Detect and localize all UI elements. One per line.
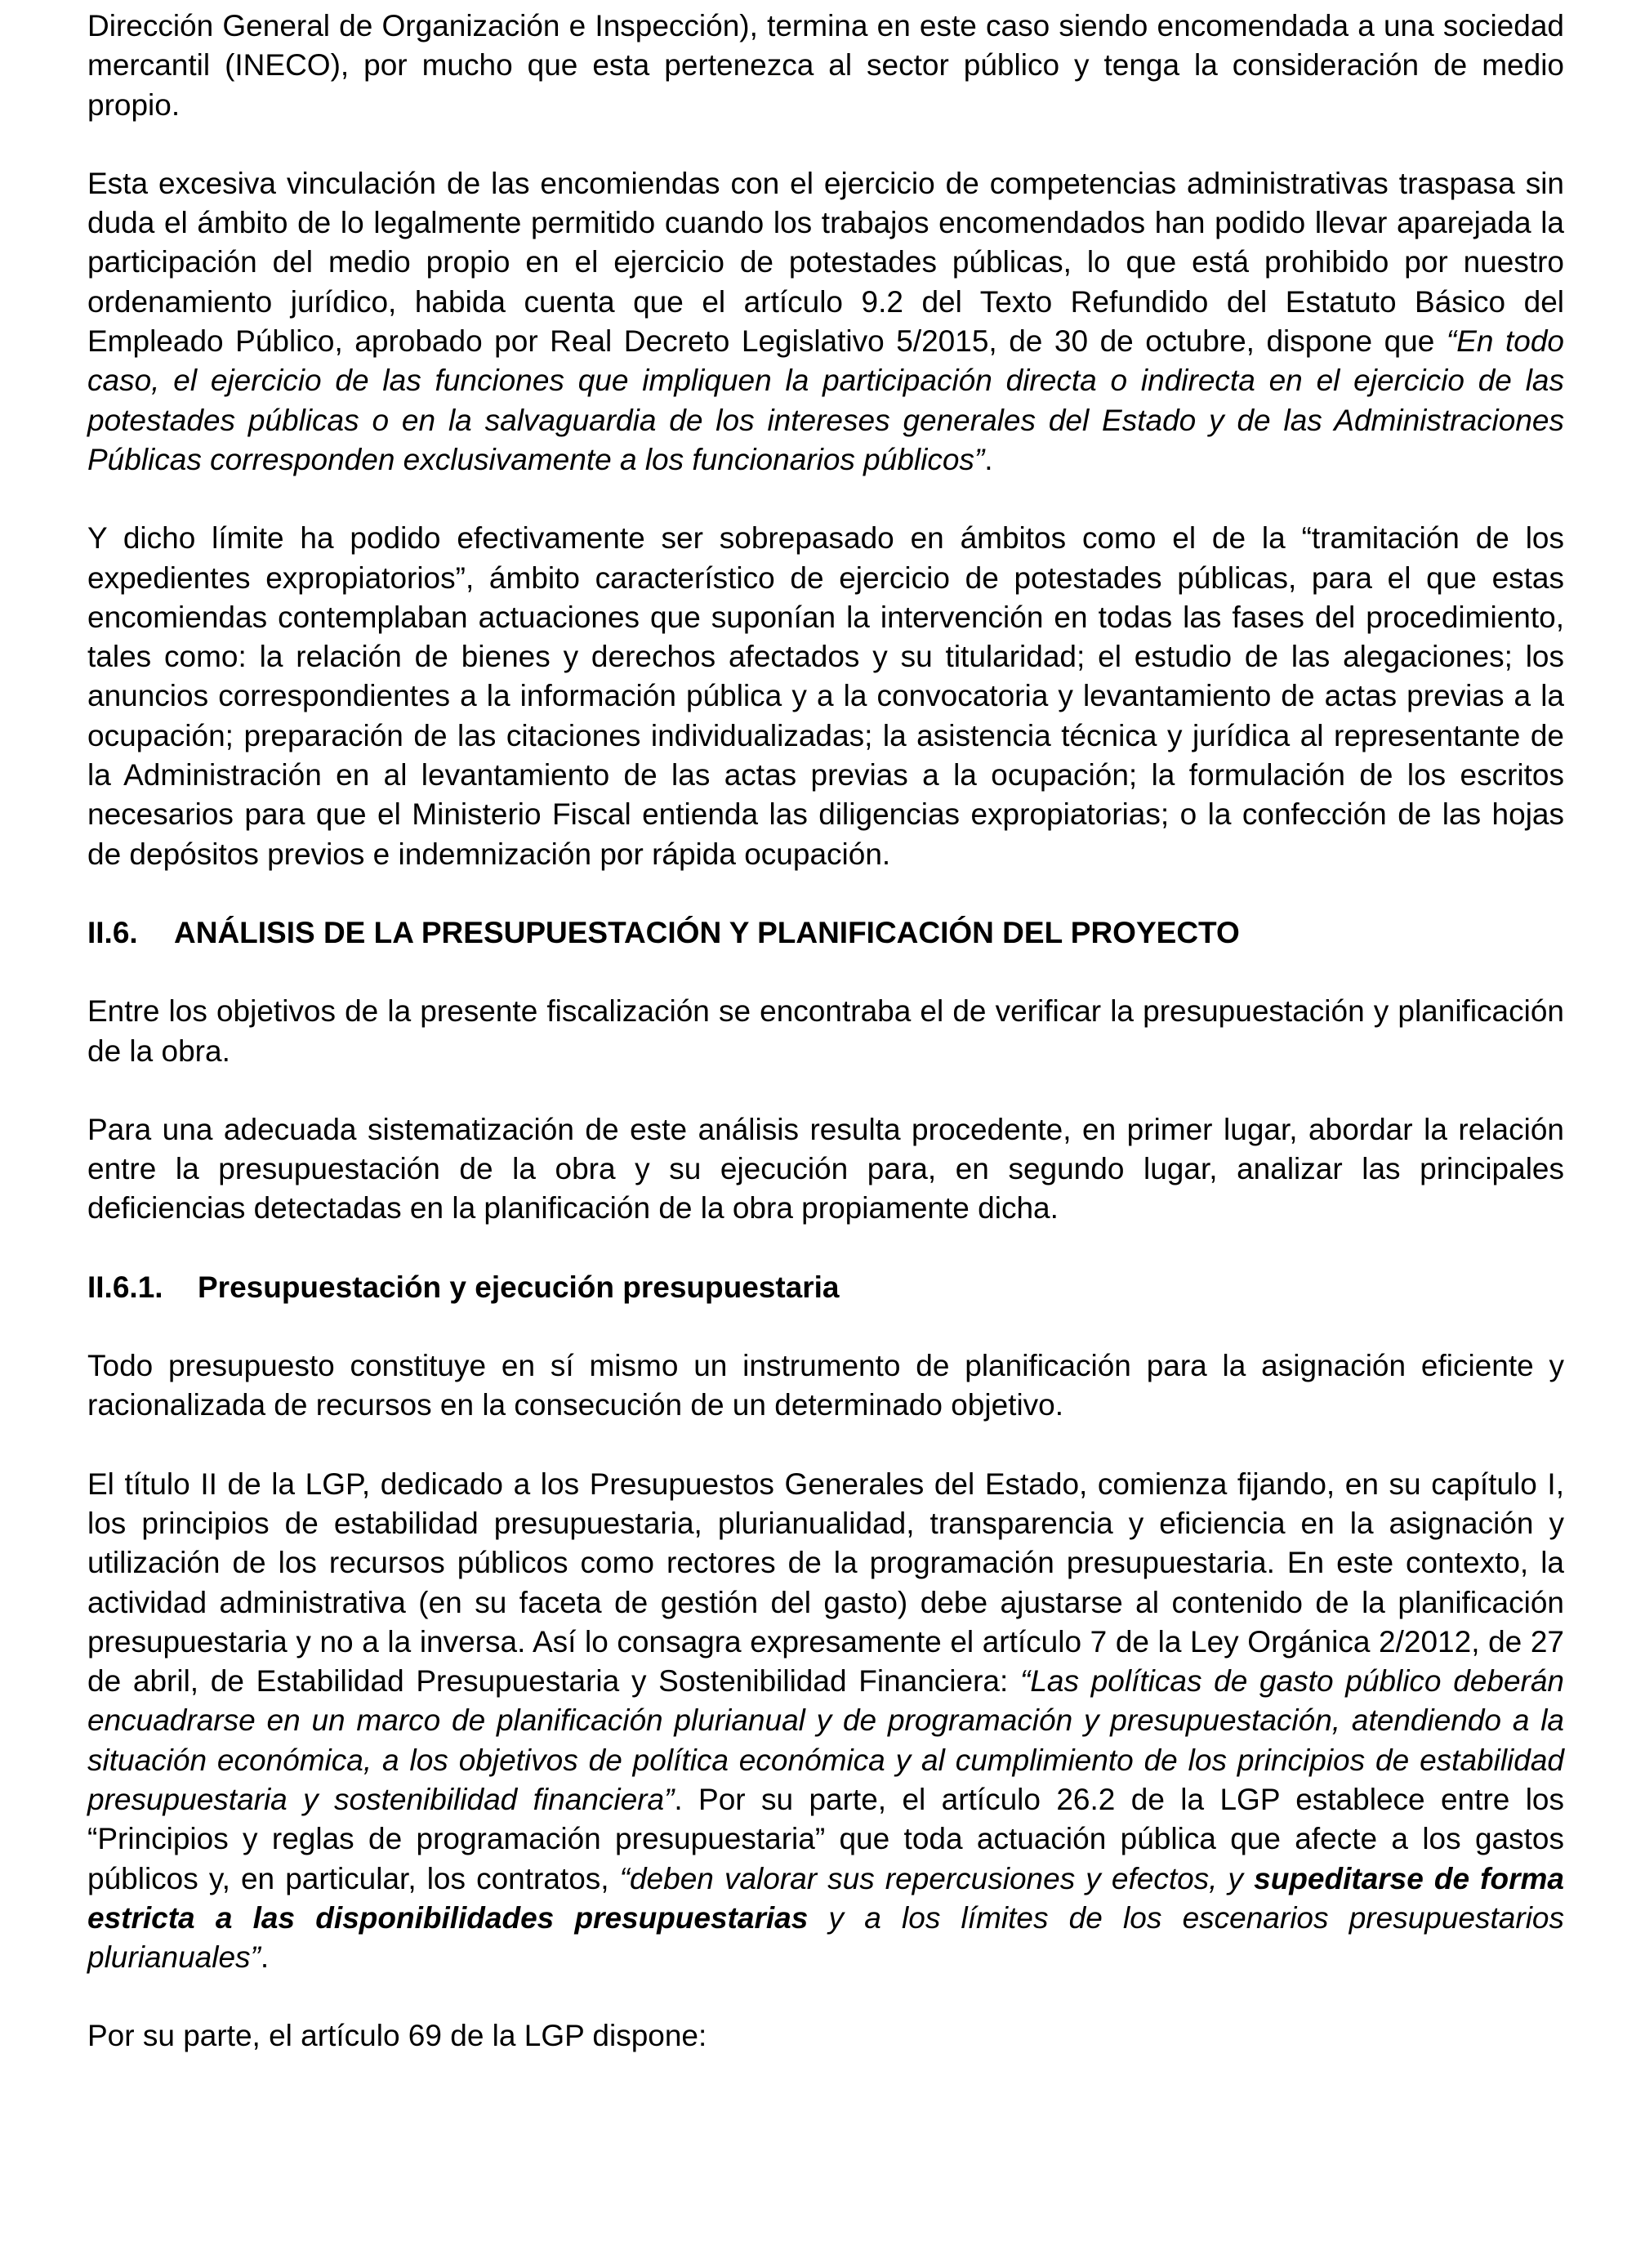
quote-emphasis: supeditarse de forma estricta a las disponibilidades presupuestarias	[87, 1861, 1564, 1935]
quote-part: “deben valorar sus repercusiones y efectos, y	[619, 1861, 1255, 1895]
quote-part: y a los límites de los escenarios presupuestarios plurianuales”	[87, 1900, 1564, 1975]
document-page	[87, 0, 1564, 2056]
section-heading-ii6	[87, 913, 1564, 953]
paragraph-expropiatorios: Y dicho límite ha podido efectivamente ser sobrepasado en ámbitos como el de la “tramitación de los expedientes expropiatorios”, ámbito característico de ejercicio de potestades públicas, para el que estas encomiendas contemplaban actuaciones que suponían la intervención en todas las fases del procedimiento, tales como: la relación de bienes y derechos afectados y su titularidad; el estudio de las alegaciones; los anuncios correspondientes a la información pública y a la convocatoria y levantamiento de actas previas a la ocupación; preparación de las citaciones individualizadas; la asistencia técnica y jurídica al representante de la Administración en al levantamiento de las actas previas a la ocupación; la formulación de los escritos necesarios para que el Ministerio Fiscal entienda las diligencias expropiatorias; o la confección de las hojas de depósitos previos e indemnización por rápida ocupación.	[87, 521, 1564, 871]
paragraph-text: El título II de la LGP, dedicado a los Presupuestos Generales del Estado, comienza fijando, en su capítulo I, los principios de estabilidad presupuestaria, plurianualidad, transparencia y eficiencia en la asignación y utilización de los recursos públicos como rectores de la programación presupuestaria. En este contexto, la actividad administrativa (en su faceta de gestión del gasto) debe ajustarse al contenido de la planificación presupuestaria y no a la inversa. Así lo consagra expresamente el artículo 7 de la Ley Orgánica 2/2012, de 27 de abril, de Estabilidad Presupuestaria y Sostenibilidad Financiera:	[87, 1467, 1564, 1699]
paragraph-ineco: Dirección General de Organización e Inspección), termina en este caso siendo encomendada a una sociedad mercantil (INECO), por mucho que esta pertenezca al sector público y tenga la consideración de medio propio.	[87, 9, 1564, 122]
paragraph-presupuesto: Todo presupuesto constituye en sí mismo un instrumento de planificación para la asignación eficiente y racionalizada de recursos en la consecución de un determinado objetivo.	[87, 1349, 1564, 1422]
paragraph-text: Esta excesiva vinculación de las encomiendas con el ejercicio de competencias administrativas traspasa sin duda el ámbito de lo legalmente permitido cuando los trabajos encomendados han podido llevar aparejada la participación del medio propio en el ejercicio de potestades públicas, lo que está prohibido por nuestro ordenamiento jurídico, habida cuenta que el artículo 9.2 del Texto Refundido del Estatuto Básico del Empleado Público, aprobado por Real Decreto Legislativo 5/2015, de 30 de octubre, dispone que	[87, 166, 1564, 359]
subsection-heading-ii61	[87, 1268, 1564, 1307]
paragraph-lgp	[87, 1465, 1564, 1978]
paragraph-sistematizacion: Para una adecuada sistematización de este análisis resulta procedente, en primer lugar, abordar la relación entre la presupuestación de la obra y su ejecución para, en segundo lugar, analizar las principales deficiencias detectadas en la planificación de la obra propiamente dicha.	[87, 1112, 1564, 1226]
section-title: ANÁLISIS DE LA PRESUPUESTACIÓN Y PLANIFICACIÓN DEL PROYECTO	[174, 915, 1240, 949]
legal-quote-lo-2-2012: “Las políticas de gasto público deberán encuadrarse en un marco de planificación plurianual y de programación y presupuestación, atendiendo a la situación económica, a los objetivos de política económica y al cumplimiento de los principios de estabilidad presupuestaria y sostenibilidad financiera”	[87, 1664, 1564, 1816]
legal-quote: “En todo caso, el ejercicio de las funciones que impliquen la participación directa o indirecta en el ejercicio de las potestades públicas o en la salvaguardia de los intereses generales del Estado y de las Administraciones Públicas corresponden exclusivamente a los funcionarios públicos”	[87, 324, 1564, 476]
subsection-title: Presupuestación y ejecución presupuestaria	[198, 1270, 840, 1304]
section-number: II.6.	[87, 915, 138, 949]
paragraph-end: .	[984, 442, 993, 476]
paragraph-encomiendas	[87, 164, 1564, 480]
paragraph-end: .	[260, 1940, 270, 1975]
paragraph-objetivos: Entre los objetivos de la presente fiscalización se encontraba el de verificar la presupuestación y planificación de la obra.	[87, 994, 1564, 1068]
paragraph-articulo-69: Por su parte, el artículo 69 de la LGP dispone:	[87, 2019, 707, 2053]
subsection-number: II.6.1.	[87, 1270, 163, 1304]
paragraph-text: . Por su parte, el artículo 26.2 de la LGP establece entre los “Principios y reglas de programación presupuestaria” que toda actuación pública que afecte a los gastos públicos y, en particular, los contratos,	[87, 1782, 1564, 1895]
